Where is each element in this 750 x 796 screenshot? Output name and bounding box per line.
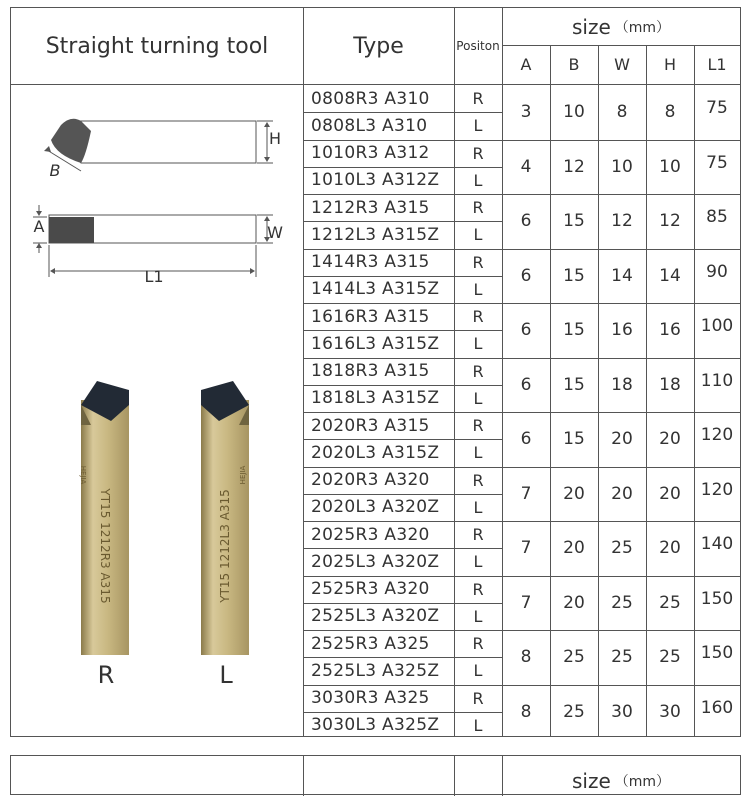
position-r-cell: R	[472, 361, 484, 381]
size-l1-cell: 85	[706, 207, 728, 228]
size-h-cell: 20	[659, 538, 681, 559]
size-a-cell: 6	[520, 320, 532, 341]
col-header-w: W	[614, 55, 630, 74]
type-r-cell: 3030R3 A325	[311, 688, 430, 709]
size-h-cell: 10	[659, 156, 681, 177]
size-a-cell: 7	[520, 483, 532, 504]
dim-label-a: A	[33, 216, 45, 236]
size-b-cell: 25	[563, 647, 585, 668]
size-h-cell: 14	[659, 265, 681, 286]
position-r-cell: R	[472, 688, 484, 708]
dim-label-w: W	[267, 222, 283, 242]
size-w-cell: 30	[611, 701, 633, 722]
size-b-cell: 20	[563, 538, 585, 559]
type-r-cell: 1010R3 A312	[311, 143, 430, 164]
type-l-cell: 3030L3 A325Z	[311, 715, 440, 736]
position-l-cell: L	[473, 552, 483, 572]
size-w-cell: 25	[611, 647, 633, 668]
dim-label-l1: L1	[144, 266, 164, 286]
type-l-cell: 1010L3 A312Z	[311, 170, 440, 191]
size-label: size	[571, 14, 611, 39]
type-r-cell: 0808R3 A310	[311, 88, 430, 109]
type-r-cell: 2020R3 A315	[311, 415, 430, 436]
type-r-cell: 1616R3 A315	[311, 306, 430, 327]
size-unit: （mm）	[614, 19, 671, 36]
size-header	[502, 8, 740, 45]
size-w-cell: 12	[611, 211, 633, 232]
tool-label-l: L	[219, 661, 233, 689]
size-a-cell: 6	[520, 211, 532, 232]
size-w-cell: 20	[611, 429, 633, 450]
spec-table	[10, 7, 741, 737]
position-r-cell: R	[472, 525, 484, 545]
tool-l-marking: YT15 1212L3 A315	[218, 489, 232, 603]
type-r-cell: 2025R3 A320	[311, 524, 430, 545]
size-b-cell: 15	[563, 429, 585, 450]
type-r-cell: 1212R3 A315	[311, 197, 430, 218]
size-a-cell: 6	[520, 265, 532, 286]
size-h-cell: 30	[659, 701, 681, 722]
size-h-cell: 25	[659, 647, 681, 668]
size-b-cell: 15	[563, 211, 585, 232]
size-l1-cell: 140	[700, 534, 734, 555]
type-l-cell: 2020L3 A320Z	[311, 497, 440, 518]
tool-r-marking: YT15 1212R3 A315	[98, 488, 112, 604]
size-l1-cell: 150	[700, 643, 734, 664]
size-h-cell: 8	[664, 102, 676, 123]
size-h-cell: 12	[659, 211, 681, 232]
size-l1-cell: 120	[700, 425, 734, 446]
size-a-cell: 7	[520, 592, 532, 613]
size-b-cell: 25	[563, 701, 585, 722]
next-size-label: size	[571, 769, 611, 793]
position-l-cell: L	[473, 497, 483, 517]
col-divider-type	[303, 8, 304, 736]
position-l-cell: L	[473, 715, 483, 735]
size-h-cell: 20	[659, 483, 681, 504]
size-a-cell: 4	[520, 156, 532, 177]
size-w-cell: 20	[611, 483, 633, 504]
size-l1-cell: 90	[706, 261, 728, 282]
size-w-cell: 25	[611, 592, 633, 613]
type-r-cell: 1414R3 A315	[311, 252, 430, 273]
col-header-b: B	[568, 55, 580, 74]
size-b-cell: 12	[563, 156, 585, 177]
position-r-cell: R	[472, 307, 484, 327]
size-w-cell: 10	[611, 156, 633, 177]
type-r-cell: 2525R3 A320	[311, 579, 430, 600]
position-r-cell: R	[472, 143, 484, 163]
position-r-cell: R	[472, 579, 484, 599]
type-l-cell: 1212L3 A315Z	[311, 224, 440, 245]
next-table-header	[10, 755, 741, 795]
position-l-cell: L	[473, 606, 483, 626]
position-l-cell: L	[473, 279, 483, 299]
size-l1-cell: 120	[700, 479, 734, 500]
type-r-cell: 1818R3 A315	[311, 361, 430, 382]
size-a-cell: 8	[520, 701, 532, 722]
type-l-cell: 2525L3 A320Z	[311, 606, 440, 627]
size-a-cell: 6	[520, 374, 532, 395]
type-l-cell: 1414L3 A315Z	[311, 279, 440, 300]
size-b-cell: 10	[563, 102, 585, 123]
size-h-cell: 20	[659, 429, 681, 450]
type-l-cell: 1616L3 A315Z	[311, 333, 440, 354]
tool-label-r: R	[97, 661, 115, 689]
size-b-cell: 15	[563, 265, 585, 286]
size-b-cell: 15	[563, 320, 585, 341]
position-r-cell: R	[472, 416, 484, 436]
col-header-a: A	[520, 55, 532, 74]
size-h-cell: 25	[659, 592, 681, 613]
type-l-cell: 1818L3 A315Z	[311, 388, 440, 409]
size-w-cell: 16	[611, 320, 633, 341]
size-l1-cell: 75	[706, 152, 728, 173]
position-l-cell: L	[473, 225, 483, 245]
dim-label-b: B	[49, 160, 61, 180]
position-r-cell: R	[472, 252, 484, 272]
col-header-l1: L1	[707, 55, 727, 74]
position-l-cell: L	[473, 443, 483, 463]
position-l-cell: L	[473, 334, 483, 354]
size-a-cell: 6	[520, 429, 532, 450]
position-r-cell: R	[472, 198, 484, 218]
position-r-cell: R	[472, 634, 484, 654]
position-header: Positon	[456, 39, 500, 53]
next-size-header	[502, 766, 740, 796]
size-l1-cell: 75	[706, 98, 728, 119]
position-l-cell: L	[473, 388, 483, 408]
size-h-cell: 16	[659, 320, 681, 341]
size-w-cell: 25	[611, 538, 633, 559]
side-view-diagram	[44, 119, 273, 171]
tool-l-brand: HEJIA	[239, 465, 247, 485]
size-l1-cell: 110	[700, 370, 734, 391]
position-l-cell: L	[473, 116, 483, 136]
position-r-cell: R	[472, 470, 484, 490]
size-b-cell: 15	[563, 374, 585, 395]
table-title: Straight turning tool	[45, 33, 269, 59]
size-w-cell: 14	[611, 265, 633, 286]
size-b-cell: 20	[563, 592, 585, 613]
type-l-cell: 2525L3 A325Z	[311, 660, 440, 681]
type-l-cell: 0808L3 A310	[311, 115, 428, 136]
size-b-cell: 20	[563, 483, 585, 504]
size-w-cell: 18	[611, 374, 633, 395]
dim-label-h: H	[268, 128, 282, 148]
size-l1-cell: 100	[700, 316, 734, 337]
size-a-cell: 3	[520, 102, 532, 123]
position-r-cell: R	[472, 89, 484, 109]
size-w-cell: 8	[616, 102, 628, 123]
tool-r-brand: HEJIA	[79, 465, 87, 485]
type-header: Type	[353, 33, 404, 59]
type-l-cell: 2025L3 A320Z	[311, 551, 440, 572]
col-header-h: H	[663, 55, 677, 74]
type-r-cell: 2525R3 A325	[311, 633, 430, 654]
size-h-cell: 18	[659, 374, 681, 395]
next-size-unit: （mm）	[614, 774, 671, 790]
size-a-cell: 8	[520, 647, 532, 668]
size-l1-cell: 160	[700, 697, 734, 718]
size-l1-cell: 150	[700, 588, 734, 609]
position-l-cell: L	[473, 170, 483, 190]
position-l-cell: L	[473, 661, 483, 681]
size-a-cell: 7	[520, 538, 532, 559]
tool-illustration	[11, 85, 303, 736]
type-r-cell: 2020R3 A320	[311, 470, 430, 491]
type-l-cell: 2020L3 A315Z	[311, 442, 440, 463]
